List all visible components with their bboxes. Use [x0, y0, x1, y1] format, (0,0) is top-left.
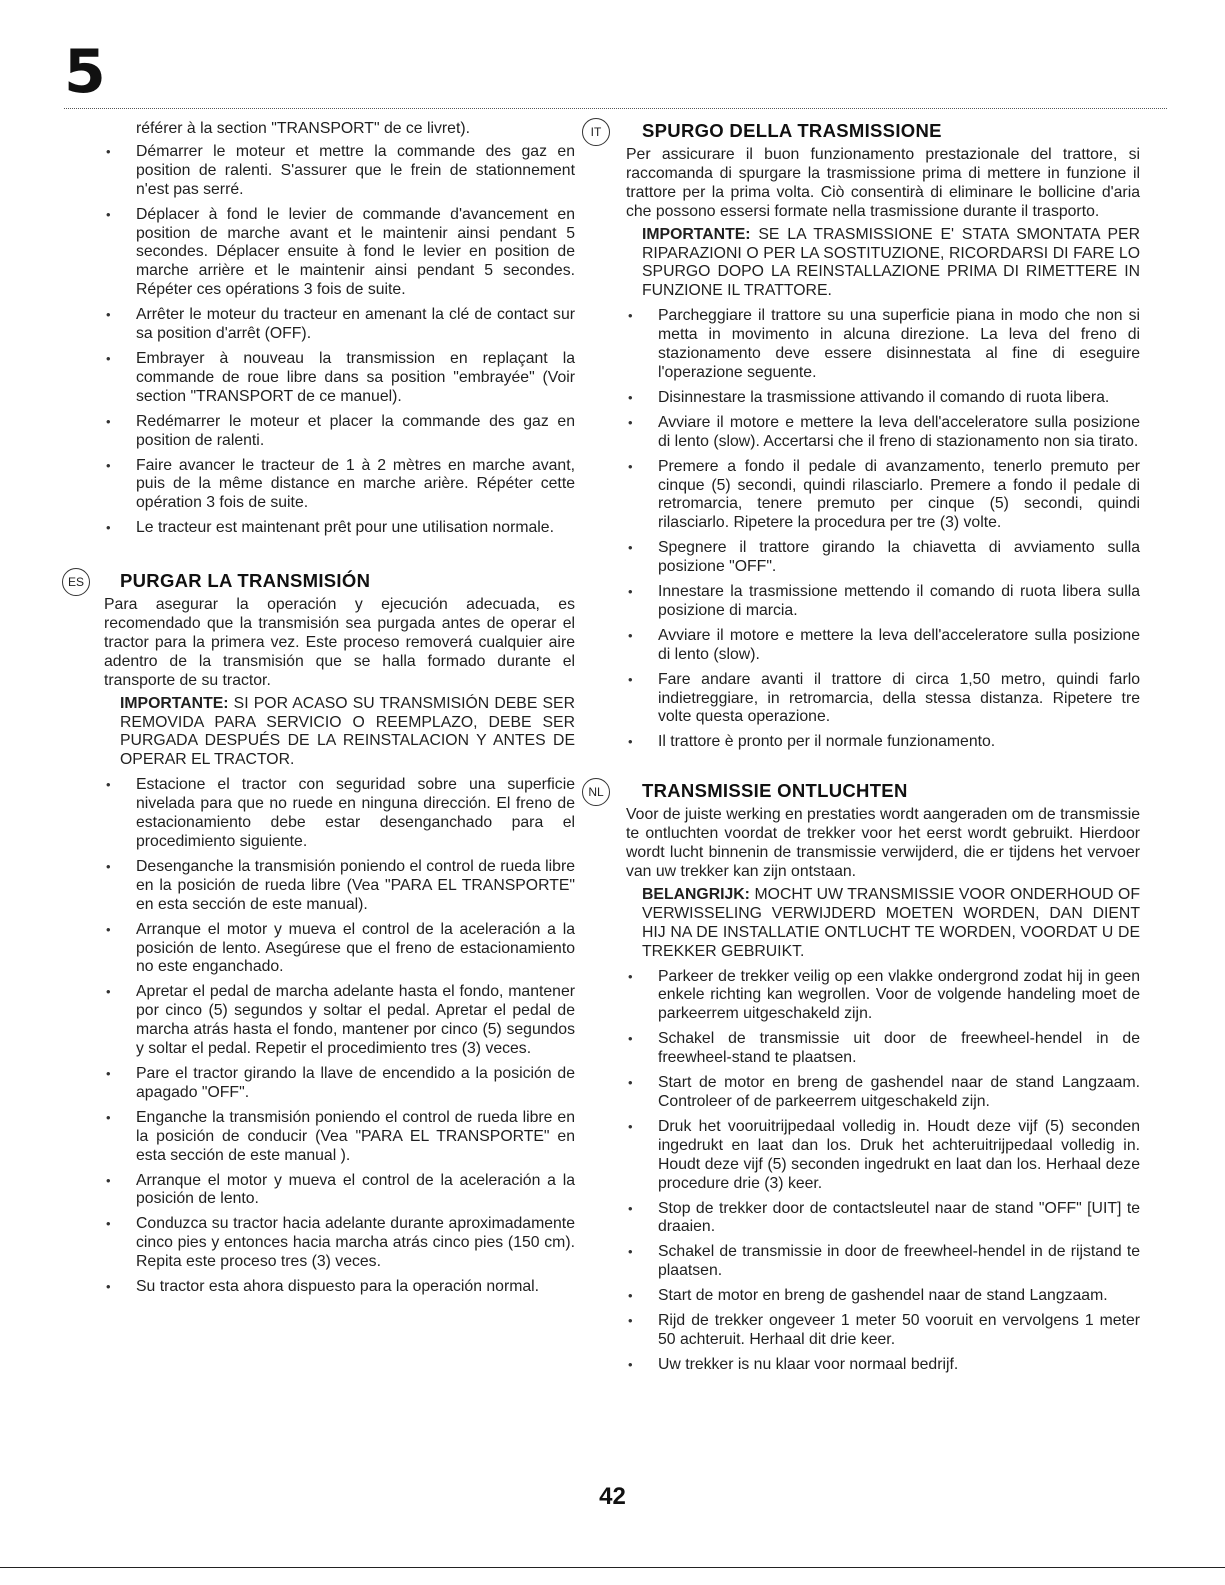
nl-bullet-item — [626, 1200, 1140, 1238]
it-bullet-text: Il trattore è pronto per il normale funzionamento. — [658, 733, 996, 751]
it-bullet-item — [626, 307, 1140, 383]
left-column — [67, 120, 575, 1303]
bullet-icon: • — [628, 627, 633, 643]
bullet-icon: • — [106, 1065, 111, 1081]
bullet-icon: • — [106, 921, 111, 937]
it-bullet-text: Disinnestare la trasmissione attivando il comando di ruota libera. — [658, 388, 1110, 406]
lang-badge-nl: NL — [582, 778, 610, 806]
bullet-icon: • — [628, 1356, 633, 1372]
es-important-note — [120, 695, 575, 771]
fr-bullet-text: Embrayer à nouveau la transmission en replaçant la commande de roue libre dans sa position "embrayée" (Voir section "TRANSPORT de ce manuel). — [136, 349, 575, 405]
es-bullet-text: Pare el tractor girando la llave de encendido a la posición de apagado "OFF". — [136, 1064, 575, 1101]
nl-bullet-text: Stop de trekker door de contactsleutel naar de stand "OFF" [UIT] te draaien. — [658, 1199, 1140, 1236]
es-bullet-text: Arranque el motor y mueva el control de la aceleración a la posición de lento. Asegúrese que el freno de estacionamiento no este enganchado. — [136, 920, 575, 976]
bullet-icon: • — [628, 968, 633, 984]
page-number: 42 — [599, 1483, 626, 1510]
es-bullet-item — [104, 1215, 575, 1272]
it-bullet-text: Parcheggiare il trattore su una superficie piana in modo che non si metta in movimento in alcuna direzione. La leva del freno di stazionamento deve essere disinnestata al fine di eseguire l'operazione seguente. — [658, 307, 1140, 381]
bullet-icon: • — [628, 308, 633, 324]
bullet-icon: • — [106, 777, 111, 793]
es-intro-paragraph: Para asegurar la operación y ejecución adecuada, es recomendado que la transmisión sea purgada antes de operar el tractor para la primera vez. Este proceso removerá cualquier aire adentro de la transmisión que se halla formado durante el transporte de su tractor. — [104, 596, 575, 689]
es-bullet-text: Su tractor esta ahora dispuesto para la operación normal. — [136, 1278, 540, 1296]
es-bullet-item — [104, 1172, 575, 1210]
es-section-header — [67, 570, 575, 592]
nl-section-title: TRANSMISSIE ONTLUCHTEN — [642, 780, 908, 802]
it-bullet-item — [626, 671, 1140, 728]
es-bullet-item — [104, 1109, 575, 1166]
lang-badge-it: IT — [582, 118, 610, 146]
nl-bullet-item — [626, 1287, 1140, 1306]
it-bullet-text: Fare andare avanti il trattore di circa 1,50 metro, quindi farlo indietreggiare, in retromarcia, della stessa distanza. Ripetere tre volte questa operazione. — [658, 670, 1140, 726]
bullet-icon: • — [628, 458, 633, 474]
it-important-text: SE LA TRASMISSIONE E' STATA SMONTATA PER RIPARAZIONI O PER LA SOSTITUZIONE, RICORDARSI DI FARE LO SPURGO DOPO LA REINSTALLAZIONE PRIMA DI RIMETTERE IN FUNZIONE IL TRATTORE. — [642, 225, 1140, 300]
bullet-icon: • — [106, 1109, 111, 1125]
bullet-icon: • — [628, 1288, 633, 1304]
fr-bullet-item — [104, 350, 575, 407]
fr-bullet-item — [104, 457, 575, 514]
it-bullet-item — [626, 389, 1140, 408]
nl-bullet-list — [626, 968, 1140, 1375]
es-bullet-item — [104, 1065, 575, 1103]
es-bullet-text: Desenganche la transmisión poniendo el control de rueda libre en la posición de rueda libre (Vea "PARA EL TRANSPORTE" en esta sección de este manual). — [136, 857, 575, 913]
bullet-icon: • — [628, 671, 633, 687]
fr-bullet-text: Arrêter le moteur du tracteur en amenant la clé de contact sur sa position d'arrêt (OFF). — [136, 306, 575, 343]
it-bullet-text: Avviare il motore e mettere la leva dell'acceleratore sulla posizione di lento (slow). — [658, 626, 1140, 663]
es-bullet-text: Arranque el motor y mueva el control de la aceleración a la posición de lento. — [136, 1171, 575, 1208]
it-bullet-item — [626, 733, 1140, 752]
it-bullet-list — [626, 307, 1140, 752]
nl-bullet-text: Start de motor en breng de gashendel naar de stand Langzaam. — [658, 1287, 1108, 1305]
it-bullet-text: Spegnere il trattore girando la chiavetta di avviamento sulla posizione "OFF". — [658, 539, 1140, 576]
fr-bullet-text: Démarrer le moteur et mettre la commande des gaz en position de ralenti. S'assurer que le frein de stationnement n'est pas serré. — [136, 142, 575, 198]
footer-rule — [0, 1567, 1225, 1568]
es-bullet-item — [104, 858, 575, 915]
bullet-icon: • — [628, 584, 633, 600]
bullet-icon: • — [106, 858, 111, 874]
es-bullet-text: Conduzca su tractor hacia adelante durante aproximadamente cinco pies y entonces hacia marcha atrás cinco pies (150 cm). Repita este proceso tres (3) veces. — [136, 1215, 575, 1271]
fr-bullet-item — [104, 519, 575, 538]
es-bullet-item — [104, 983, 575, 1059]
nl-bullet-item — [626, 1356, 1140, 1375]
bullet-icon: • — [106, 413, 111, 429]
nl-bullet-item — [626, 1074, 1140, 1112]
nl-bullet-text: Schakel de transmissie uit door de freewheel-hendel in de freewheel-stand te plaatsen. — [658, 1030, 1140, 1067]
bullet-icon: • — [628, 734, 633, 750]
lang-badge-es: ES — [62, 568, 90, 596]
fr-bullet-item — [104, 143, 575, 200]
it-important-label: IMPORTANTE: — [642, 225, 751, 243]
bullet-icon: • — [628, 389, 633, 405]
fr-bullet-text: Faire avancer le tracteur de 1 à 2 mètres en marche avant, puis de la même distance en marche arière. Répéter cette opération 3 fois de suite. — [136, 456, 575, 512]
bullet-icon: • — [628, 414, 633, 430]
nl-bullet-text: Uw trekker is nu klaar voor normaal bedrijf. — [658, 1355, 959, 1373]
right-column — [588, 120, 1140, 1381]
nl-section-header — [588, 780, 1140, 802]
es-bullet-item — [104, 1278, 575, 1297]
es-bullet-item — [104, 776, 575, 852]
nl-bullet-text: Parkeer de trekker veilig op een vlakke ondergrond zodat hij in geen enkele richting kan wegrollen. Voor de volgende handeling moet de parkeerrem uitgeschakeld zijn. — [658, 967, 1140, 1023]
it-bullet-text: Innestare la trasmissione mettendo il comando di ruota libera sulla posizione di marcia. — [658, 583, 1140, 619]
nl-bullet-item — [626, 968, 1140, 1025]
fr-bullet-text: Redémarrer le moteur et placer la commande des gaz en position de ralenti. — [136, 412, 575, 449]
es-section-title: PURGAR LA TRANSMISIÓN — [120, 570, 371, 592]
bullet-icon: • — [628, 1118, 633, 1134]
it-bullet-item — [626, 583, 1140, 621]
bullet-icon: • — [106, 1279, 111, 1295]
bullet-icon: • — [628, 1075, 633, 1091]
it-bullet-text: Avviare il motore e mettere la leva dell'acceleratore sulla posizione di lento (slow). Accertarsi che il freno di stazionamento non sia tirato. — [658, 413, 1140, 450]
nl-bullet-text: Druk het vooruitrijpedaal volledig in. Houdt deze vijf (5) seconden ingedrukt en laat dan los. Druk het achteruitrijpedaal volledig in. Houdt deze vijf (5) seconden ingedrukt en laat dan los. Herhaal deze procedure drie (3) keer. — [658, 1117, 1140, 1192]
es-important-text: SI POR ACASO SU TRANSMISIÓN DEBE SER REMOVIDA PARA SERVICIO O REEMPLAZO, DEBE SER PURGADA DESPUÉS DE LA REINSTALACION Y ANTES DE OPERAR EL TRACTOR. — [120, 694, 575, 769]
es-important-label: IMPORTANTE: — [120, 694, 229, 712]
bullet-icon: • — [106, 457, 111, 473]
it-intro-paragraph: Per assicurare il buon funzionamento prestazionale del trattore, si raccomanda di spurgare la trasmissione prima di mettere in funzione il trattore per la prima volta. Ciò consentirà di eliminare le bollicine d'aria che possono essersi formate nella trasmissione durante il trasporto. — [626, 146, 1140, 220]
fr-bullet-list — [104, 143, 575, 538]
nl-bullet-item — [626, 1118, 1140, 1194]
it-bullet-text: Premere a fondo il pedale di avanzamento, tenerlo premuto per cinque (5) secondi, quindi rilasciarlo. Premere a fondo il pedale di retromarcia, tenere premuto per cinque (5) secondi, quindi rilasciarlo. Ripetere la procedura per tre (3) volte. — [658, 457, 1140, 532]
fr-intro: référer à la section "TRANSPORT" de ce livret). — [136, 120, 470, 137]
nl-bullet-text: Rijd de trekker ongeveer 1 meter 50 vooruit en vervolgens 1 meter 50 achteruit. Herhaal dit drie keer. — [658, 1312, 1140, 1348]
nl-bullet-item — [626, 1243, 1140, 1281]
it-bullet-item — [626, 627, 1140, 665]
it-bullet-item — [626, 539, 1140, 577]
header-rule — [64, 108, 1167, 109]
nl-bullet-item — [626, 1312, 1140, 1350]
es-bullet-list — [104, 776, 575, 1297]
nl-bullet-text: Schakel de transmissie in door de freewheel-hendel in de rijstand te plaatsen. — [658, 1243, 1140, 1280]
fr-bullet-item — [104, 206, 575, 301]
nl-important-label: BELANGRIJK: — [642, 885, 750, 903]
es-bullet-text: Enganche la transmisión poniendo el control de rueda libre en la posición de conducir (Vea "PARA EL TRANSPORTE" en esta sección de este manual ). — [136, 1108, 575, 1164]
it-bullet-item — [626, 458, 1140, 534]
fr-bullet-text: Le tracteur est maintenant prêt pour une utilisation normale. — [136, 519, 554, 537]
bullet-icon: • — [106, 307, 111, 323]
bullet-icon: • — [106, 520, 111, 536]
es-bullet-text: Estacione el tractor con seguridad sobre una superficie nivelada para que no ruede en ninguna dirección. El freno de estacionamiento debe estar desenganchado para el procedimiento siguiente. — [136, 776, 575, 850]
nl-important-text: MOCHT UW TRANSMISSIE VOOR ONDERHOUD OF VERWISSELING VERWIJDERD MOETEN WORDEN, DAN DIENT HIJ NA DE INSTALLATIE ONTLUCHT TE WORDEN, VOORDAT U DE TREKKER GEBRUIKT. — [642, 885, 1140, 960]
it-section-header — [590, 120, 1140, 142]
es-bullet-text: Apretar el pedal de marcha adelante hasta el fondo, mantener por cinco (5) segundos y soltar el pedal. Apretar el pedal de marcha atrás hasta el fondo, mantener por cinco (5) segundos y soltar el pedal. Repetir el procedimiento tres (3) veces. — [136, 983, 575, 1058]
bullet-icon: • — [106, 206, 111, 222]
nl-intro-paragraph: Voor de juiste werking en prestaties wordt aangeraden om de transmissie te ontluchten voordat de trekker voor het eerst wordt gebruikt. Hierdoor wordt lucht binnenin de transmissie verwijderd, die er tijdens het vervoer van uw trekker kan zijn ontstaan. — [626, 806, 1140, 880]
bullet-icon: • — [628, 1244, 633, 1260]
bullet-icon: • — [106, 350, 111, 366]
bullet-icon: • — [628, 1200, 633, 1216]
bullet-icon: • — [106, 1216, 111, 1232]
nl-important-note — [642, 886, 1140, 962]
es-bullet-item — [104, 921, 575, 978]
bullet-icon: • — [628, 540, 633, 556]
it-bullet-item — [626, 414, 1140, 452]
fr-bullet-item — [104, 306, 575, 344]
fr-bullet-item — [104, 413, 575, 451]
chapter-number: 5 — [64, 37, 106, 107]
it-important-note — [642, 226, 1140, 302]
bullet-icon: • — [106, 1172, 111, 1188]
nl-bullet-item — [626, 1030, 1140, 1068]
bullet-icon: • — [106, 143, 111, 159]
bullet-icon: • — [628, 1313, 633, 1329]
it-section-title: SPURGO DELLA TRASMISSIONE — [642, 120, 942, 141]
nl-bullet-text: Start de motor en breng de gashendel naar de stand Langzaam. Controleer of de parkeerrem uitgeschakeld zijn. — [658, 1074, 1140, 1110]
bullet-icon: • — [628, 1031, 633, 1047]
bullet-icon: • — [106, 984, 111, 1000]
fr-bullet-text: Déplacer à fond le levier de commande d'avancement en position de marche avant et le maintenir ainsi pendant 5 secondes. Déplacer ensuite à fond le levier en position de marche arrière et le maintenir ainsi pendant 5 secondes. Répéter ces opérations 3 fois de suite. — [136, 205, 575, 299]
